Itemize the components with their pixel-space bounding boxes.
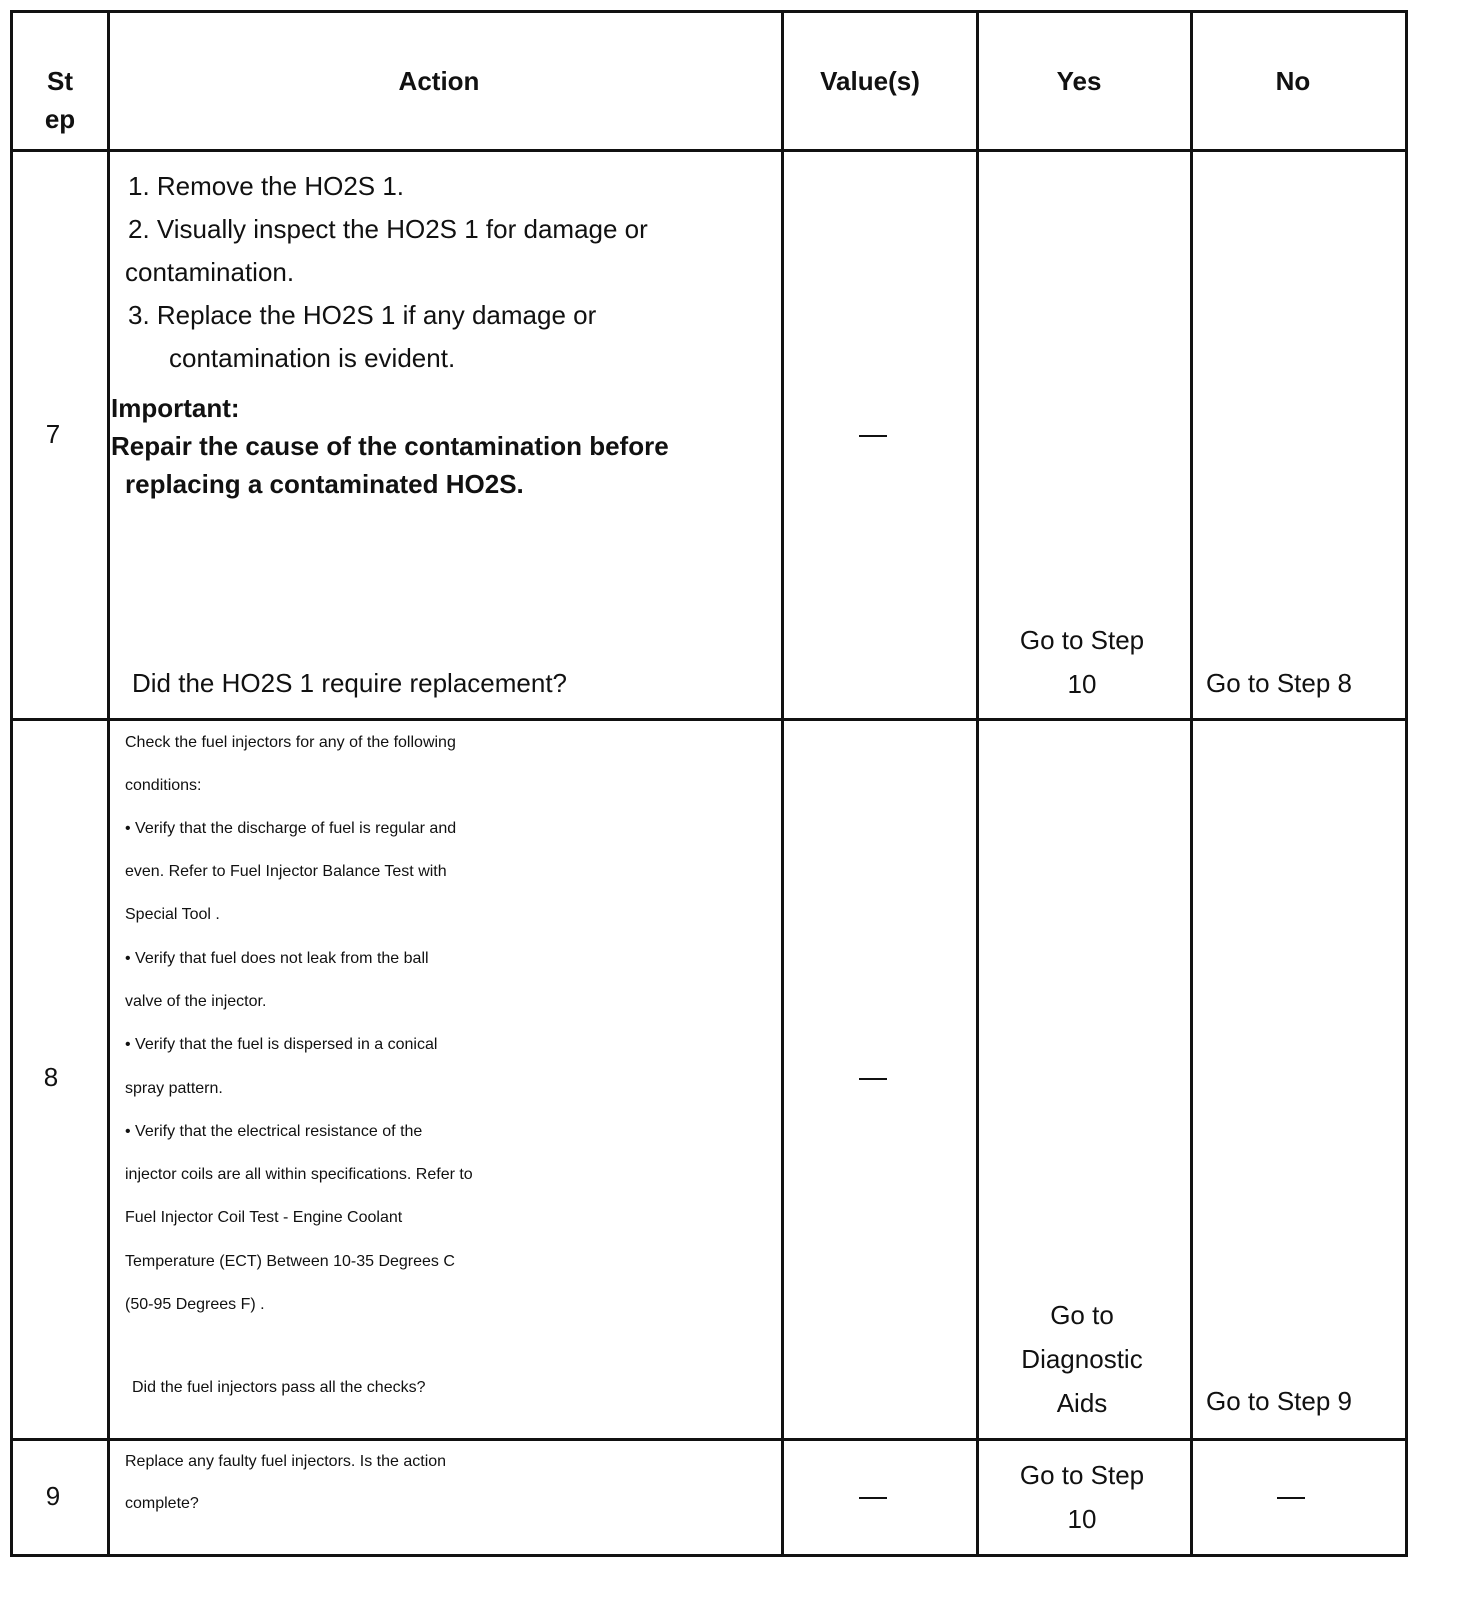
row8-step: 8 <box>43 1062 59 1092</box>
row7-value-dash <box>859 435 887 437</box>
rule-col1 <box>107 10 110 1557</box>
list-item: Temperature (ECT) Between 10-35 Degrees C <box>125 1253 455 1270</box>
list-item: spray pattern. <box>125 1080 223 1097</box>
rule-left <box>10 10 13 1557</box>
list-item: even. Refer to Fuel Injector Balance Test with <box>125 863 447 880</box>
list-item: 3. Replace the HO2S 1 if any damage or <box>128 300 597 330</box>
list-item: (50-95 Degrees F) . <box>125 1296 265 1313</box>
row9-value-dash <box>859 1497 887 1499</box>
rule-top <box>10 10 1408 13</box>
header-yes: Yes <box>1056 66 1102 96</box>
list-item: 1. Remove the HO2S 1. <box>128 171 405 201</box>
list-item: Check the fuel injectors for any of the following <box>125 734 456 751</box>
rule-row7 <box>10 718 1408 721</box>
list-item: conditions: <box>125 777 202 794</box>
list-item: Special Tool . <box>125 906 220 923</box>
list-item: 2. Visually inspect the HO2S 1 for damage or <box>128 214 648 244</box>
row9-no-dash <box>1277 1497 1305 1499</box>
list-item: • Verify that the electrical resistance of the <box>125 1123 423 1140</box>
list-item: contamination. <box>125 257 295 287</box>
row7-yes: Go to Step 10 <box>1019 625 1145 699</box>
list-item: • Verify that the fuel is dispersed in a conical <box>125 1036 438 1053</box>
row8-value-dash <box>859 1078 887 1080</box>
list-item: contamination is evident. <box>169 343 456 373</box>
list-item: Fuel Injector Coil Test - Engine Coolant <box>125 1209 403 1226</box>
rule-header <box>10 149 1408 152</box>
row7-no: Go to Step 8 <box>1206 668 1352 698</box>
row8-yes: Go to Diagnostic Aids <box>1021 1300 1143 1418</box>
row8-no: Go to Step 9 <box>1206 1386 1352 1416</box>
rule-bottom <box>10 1554 1408 1557</box>
row7-step: 7 <box>45 419 61 449</box>
header-no: No <box>1275 66 1311 96</box>
rule-row8 <box>10 1438 1408 1441</box>
list-item: complete? <box>125 1495 199 1512</box>
row8-question: Did the fuel injectors pass all the checks? <box>132 1379 426 1396</box>
list-item: Replace any faulty fuel injectors. Is the action <box>125 1453 447 1470</box>
important-text: replacing a contaminated HO2S. <box>125 469 524 499</box>
rule-right <box>1405 10 1408 1557</box>
diagnostic-table <box>10 10 1442 1600</box>
row9-yes: Go to Step 10 <box>1019 1460 1145 1534</box>
header-action: Action <box>398 66 480 96</box>
row9-step: 9 <box>45 1481 61 1511</box>
row7-question: Did the HO2S 1 require replacement? <box>132 668 568 698</box>
important-text: Repair the cause of the contamination before <box>111 431 669 461</box>
header-step: St ep <box>44 66 76 134</box>
list-item: • Verify that fuel does not leak from the ball <box>125 950 429 967</box>
header-values: Value(s) <box>820 66 920 96</box>
list-item: valve of the injector. <box>125 993 267 1010</box>
rule-col4 <box>1190 10 1193 1557</box>
list-item: • Verify that the discharge of fuel is regular and <box>125 820 457 837</box>
list-item: injector coils are all within specifications. Refer to <box>125 1166 473 1183</box>
important-label: Important: <box>111 393 240 423</box>
rule-col2 <box>781 10 784 1557</box>
